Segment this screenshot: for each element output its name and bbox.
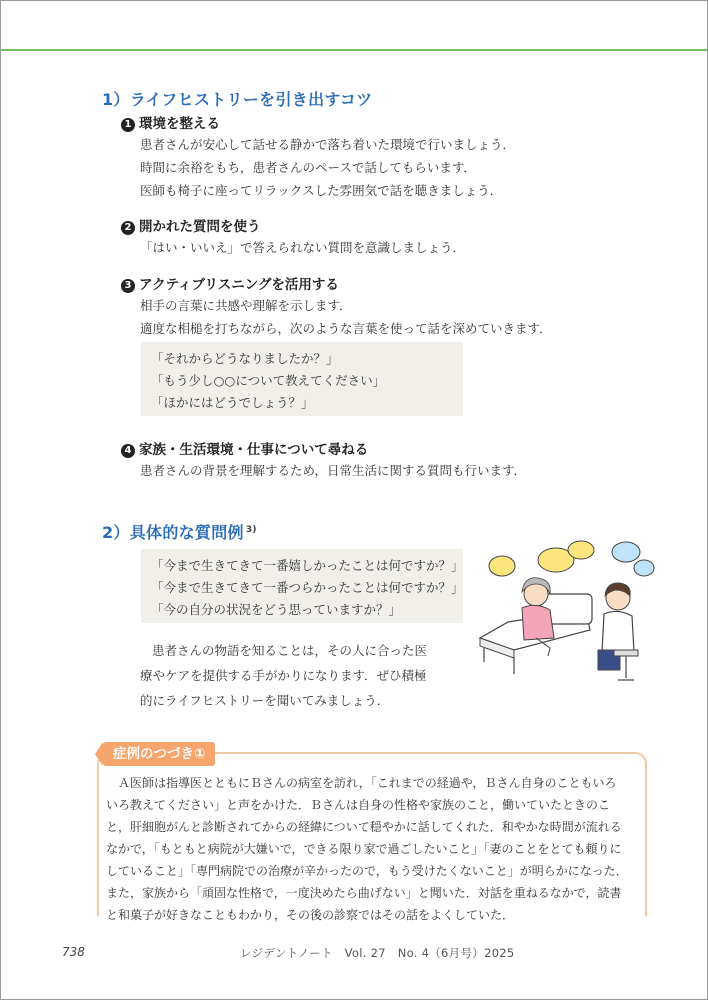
quote-line: 「今まで生きてきて一番つらかったことは何ですか？」 bbox=[151, 580, 464, 595]
section-2-title-text: 2）具体的な質問例 bbox=[102, 523, 244, 542]
item-1-heading bbox=[121, 112, 220, 132]
item-1-line-1: 患者さんが安心して話せる静かで落ち着いた環境で行いましょう． bbox=[140, 137, 516, 152]
patient-doctor-illustration bbox=[478, 538, 656, 684]
item-4-heading-text: 家族・生活環境・仕事について尋ねる bbox=[139, 442, 369, 458]
item-3-heading-text: アクティブリスニングを活用する bbox=[139, 277, 339, 293]
number-1-icon: 1 bbox=[121, 118, 135, 132]
item-4-line-1: 患者さんの背景を理解するため，日常生活に関する質問も行います． bbox=[140, 463, 527, 478]
item-2-heading-text: 開かれた質問を使う bbox=[139, 219, 261, 235]
reference-marker: 3) bbox=[245, 524, 257, 535]
item-4-heading bbox=[121, 438, 368, 458]
quote-line: 「ほかにはどうでしょう？」 bbox=[151, 395, 314, 410]
doctor-icon bbox=[598, 583, 638, 680]
paragraph-line: 療やケアを提供する手がかりになります．ぜひ積極 bbox=[140, 668, 427, 683]
quote-line: 「もう少し○○について教えてください」 bbox=[151, 373, 386, 388]
item-3-line-2: 適度な相槌を打ちながら，次のような言葉を使って話を深めていきます． bbox=[140, 321, 552, 336]
case-line: していること」「専門病院での治療が辛かったので，もう受けたくないこと」が明らかになった． bbox=[106, 864, 628, 878]
item-1-line-3: 医師も椅子に座ってリラックスした雰囲気で話を聴きましょう． bbox=[140, 183, 503, 198]
case-line: と，肝細胞がんと診断されてからの経緯について穏やかに話してくれた．和やかな時間が流れる bbox=[106, 820, 622, 834]
case-line: いろ教えてください」と声をかけた．Ｂさんは自身の性格や家族のこと，働いていたときのこ bbox=[106, 798, 611, 812]
item-3-quote-box bbox=[141, 342, 463, 416]
question-examples-box bbox=[141, 549, 463, 623]
case-line: なかで，「もともと病院が大嫌いで，できる限り家で過ごしたいこと」「妻のことをとても頼りに bbox=[106, 842, 622, 856]
paragraph-line: 的にライフヒストリーを聞いてみましょう． bbox=[140, 693, 390, 708]
number-4-icon: 4 bbox=[121, 444, 135, 458]
quote-line: 「それからどうなりましたか？」 bbox=[151, 351, 339, 366]
item-2-line-1: 「はい・いいえ」で答えられない質問を意識しましょう． bbox=[140, 240, 466, 255]
item-1-line-2: 時間に余裕をもち，患者さんのペースで話してもらいます． bbox=[140, 160, 476, 175]
page-number: 738 bbox=[62, 945, 85, 959]
journal-footer: レジデントノート Vol. 27 No. 4（6月号）2025 bbox=[240, 946, 515, 960]
paragraph-line: 患者さんの物語を知ることは，その人に合った医 bbox=[152, 643, 428, 658]
section-2-paragraph bbox=[140, 638, 440, 713]
number-2-icon: 2 bbox=[121, 221, 135, 235]
quote-line: 「今まで生きてきて一番嬉しかったことは何ですか？」 bbox=[151, 558, 464, 573]
quote-line: 「今の自分の状況をどう思っていますか？」 bbox=[151, 602, 402, 617]
speech-bubble-icon bbox=[489, 541, 654, 576]
section-2-title bbox=[102, 520, 257, 543]
header-rule bbox=[1, 49, 707, 51]
section-1-title: 1）ライフヒストリーを引き出すコツ bbox=[102, 90, 373, 109]
case-tab-label: 症例のつづき① bbox=[103, 742, 215, 766]
item-3-heading bbox=[121, 273, 339, 293]
case-line: また，家族から「頑固な性格で，一度決めたら曲げない」と聞いた．対話を重ねるなかで，読書 bbox=[106, 886, 622, 900]
number-3-icon: 3 bbox=[121, 279, 135, 293]
case-line: Ａ医師は指導医とともにＢさんの病室を訪れ，「これまでの経過や，Ｂさん自身のこともいろ bbox=[118, 776, 617, 790]
case-text bbox=[106, 772, 636, 926]
item-2-heading bbox=[121, 215, 261, 235]
case-line: と和菓子が好きなこともわかり，その後の診察ではその話をよくしていた． bbox=[106, 908, 515, 922]
item-3-line-1: 相手の言葉に共感や理解を示します． bbox=[140, 298, 352, 313]
item-1-heading-text: 環境を整える bbox=[139, 116, 220, 132]
